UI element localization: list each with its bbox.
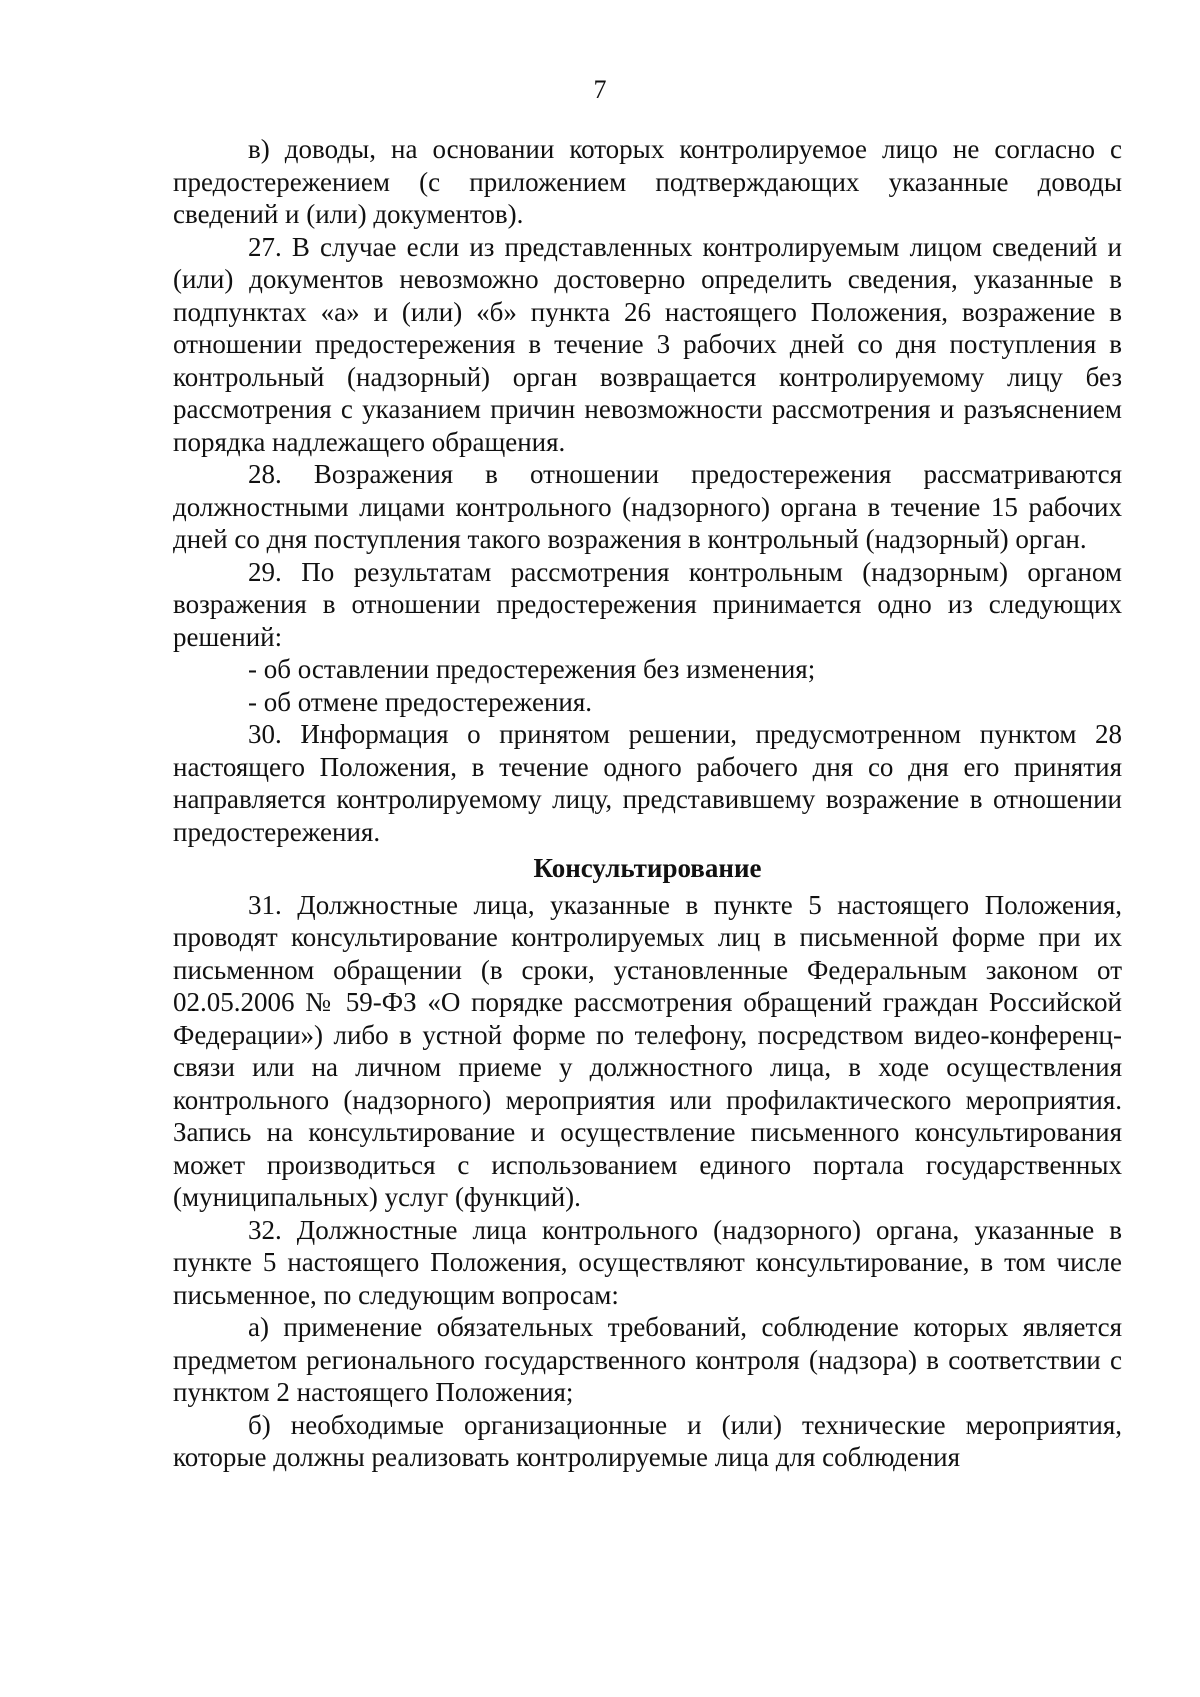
paragraph-28: 28. Возражения в отношении предостережения рассматриваются должностными лицами контрольного (надзорного) органа в течение 15 рабочих дней со дня поступления такого возражения в контрольный (надзорный) орган.: [173, 459, 1122, 554]
document-body: [173, 133, 1122, 1474]
paragraph-31: 31. Должностные лица, указанные в пункте 5 настоящего Положения, проводят консультирование контролируемых лиц в письменной форме при их письменном обращении (в сроки, установленные Федеральным законом от 02.05.2006 № 59-ФЗ «О порядке рассмотрения обращений граждан Российской Федерации») либо в устной форме по телефону, посредством видео-конференц-связи или на личном приеме у должностного лица, в ходе осуществления контрольного (надзорного) мероприятия или профилактического мероприятия. Запись на консультирование и осуществление письменного консультирования может производиться с использованием единого портала государственных (муниципальных) услуг (функций).: [173, 889, 1122, 1212]
list-item-keep-warning: - об оставлении предостережения без изменения;: [248, 654, 816, 684]
paragraph-32: 32. Должностные лица контрольного (надзорного) органа, указанные в пункте 5 настоящего Положения, осуществляют консультирование, в том числе письменное, по следующим вопросам:: [173, 1214, 1122, 1310]
paragraph-32-a: а) применение обязательных требований, соблюдение которых является предметом регионального государственного контроля (надзора) в соответствии с пунктом 2 настоящего Положения;: [173, 1312, 1122, 1407]
paragraph-30: 30. Информация о принятом решении, предусмотренном пунктом 28 настоящего Положения, в течение одного рабочего дня со дня его принятия направляется контролируемому лицу, представившему возражение в отношении предостережения.: [173, 719, 1122, 847]
paragraph-32-b: б) необходимые организационные и (или) технические мероприятия, которые должны реализовать контролируемые лица для соблюдения: [173, 1409, 1122, 1472]
paragraph-27: 27. В случае если из представленных контролируемым лицом сведений и (или) документов невозможно достоверно определить сведения, указанные в подпунктах «а» и (или) «б» пункта 26 настоящего Положения, возражение в отношении предостережения в течение 3 рабочих дней со дня поступления в контрольный (надзорный) орган возвращается контролируемому лицу без рассмотрения с указанием причин невозможности рассмотрения и разъяснением порядка надлежащего обращения.: [173, 231, 1122, 457]
paragraph-26-v: в) доводы, на основании которых контролируемое лицо не согласно с предостережением (с приложением подтверждающих указанные доводы сведений и (или) документов).: [173, 134, 1122, 229]
paragraph-29: 29. По результатам рассмотрения контрольным (надзорным) органом возражения в отношении предостережения принимается одно из следующих решений:: [173, 556, 1122, 652]
section-heading: Консультирование: [533, 853, 762, 883]
page-number: 7: [593, 75, 607, 104]
list-item-cancel-warning: - об отмене предостережения.: [248, 686, 593, 717]
